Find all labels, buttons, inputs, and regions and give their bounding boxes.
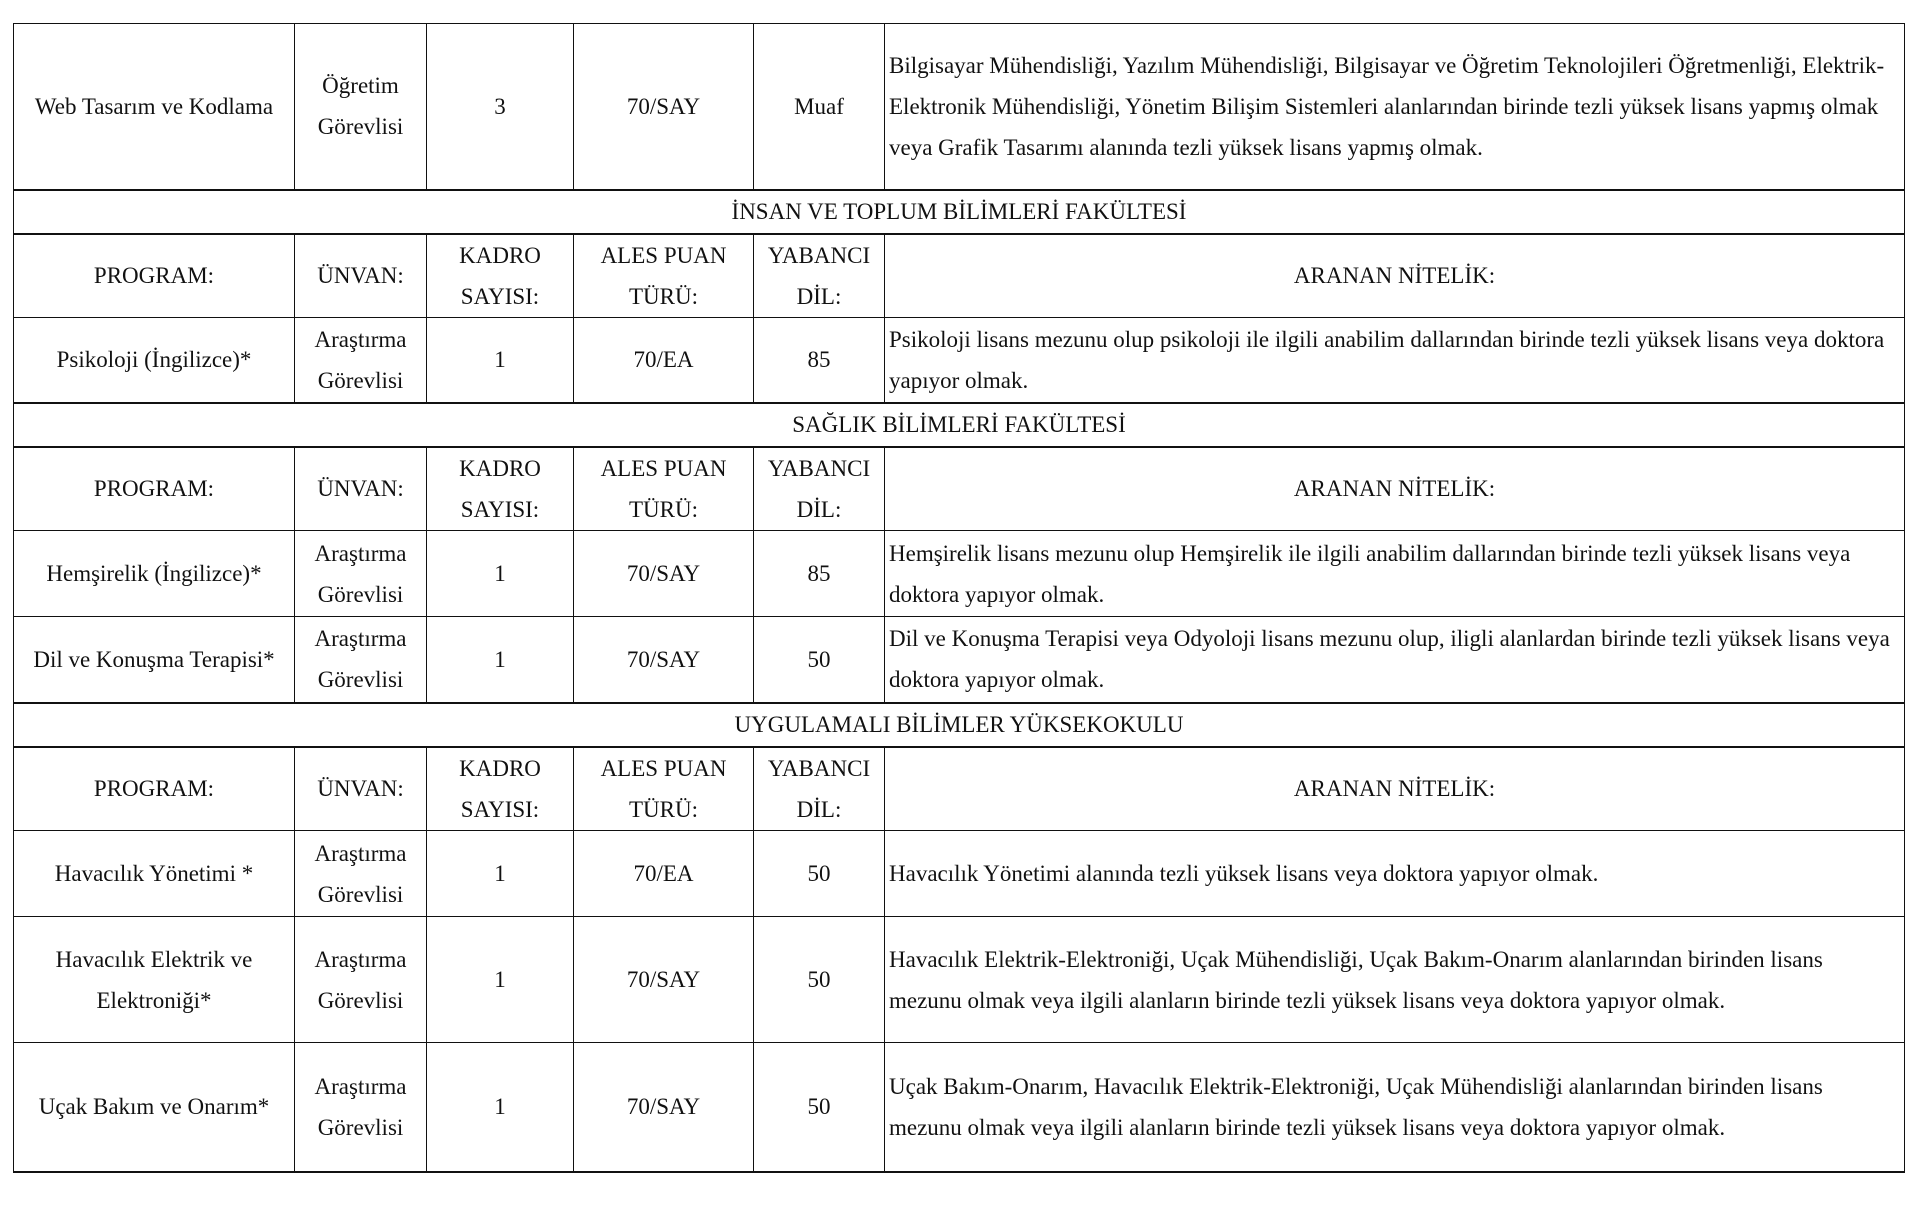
table-row [14, 917, 1905, 1043]
faculty-section-row [14, 403, 1905, 447]
cell-ales: 70/SAY [574, 1043, 754, 1172]
cell-unvan: Araştırma Görevlisi [295, 318, 427, 403]
cell-kadro: 1 [427, 318, 574, 403]
cell-dil: 85 [754, 318, 885, 403]
faculty-title: SAĞLIK BİLİMLERİ FAKÜLTESİ [14, 403, 1905, 447]
column-header-row [14, 447, 1905, 531]
cell-nitelik: Dil ve Konuşma Terapisi veya Odyoloji lisans mezunu olup, iligli alanlardan birinde tezli yüksek lisans veya doktora yapıyor olmak. [885, 617, 1905, 703]
cell-program: Dil ve Konuşma Terapisi* [14, 617, 295, 703]
cell-program: Web Tasarım ve Kodlama [14, 24, 295, 190]
column-header-ales: ALES PUAN TÜRÜ: [574, 447, 754, 531]
table-row [14, 318, 1905, 403]
cell-unvan: Araştırma Görevlisi [295, 617, 427, 703]
cell-ales: 70/EA [574, 831, 754, 917]
cell-ales: 70/SAY [574, 917, 754, 1043]
column-header-unvan: ÜNVAN: [295, 447, 427, 531]
table-row [14, 831, 1905, 917]
column-header-ales: ALES PUAN TÜRÜ: [574, 747, 754, 831]
cell-nitelik: Havacılık Yönetimi alanında tezli yüksek lisans veya doktora yapıyor olmak. [885, 831, 1905, 917]
cell-dil: Muaf [754, 24, 885, 190]
cell-nitelik: Uçak Bakım-Onarım, Havacılık Elektrik-Elektroniği, Uçak Mühendisliği alanlarından birinden lisans mezunu olmak veya ilgili alanların birinde tezli yüksek lisans veya doktora yapıyor olmak. [885, 1043, 1905, 1172]
column-header-program: PROGRAM: [14, 447, 295, 531]
cell-unvan: Araştırma Görevlisi [295, 831, 427, 917]
cell-kadro: 1 [427, 917, 574, 1043]
cell-ales: 70/SAY [574, 24, 754, 190]
cell-unvan: Araştırma Görevlisi [295, 1043, 427, 1172]
cell-program: Havacılık Elektrik ve Elektroniği* [14, 917, 295, 1043]
column-header-dil: YABANCI DİL: [754, 447, 885, 531]
column-header-program: PROGRAM: [14, 234, 295, 318]
table-row [14, 1043, 1905, 1172]
cell-kadro: 1 [427, 531, 574, 617]
cell-unvan: Öğretim Görevlisi [295, 24, 427, 190]
cell-kadro: 1 [427, 617, 574, 703]
faculty-title: İNSAN VE TOPLUM BİLİMLERİ FAKÜLTESİ [14, 190, 1905, 234]
column-header-kadro: KADRO SAYISI: [427, 747, 574, 831]
staff-positions-table [13, 23, 1905, 1173]
cell-program: Uçak Bakım ve Onarım* [14, 1043, 295, 1172]
table-row [14, 617, 1905, 703]
cell-kadro: 1 [427, 831, 574, 917]
cell-program: Psikoloji (İngilizce)* [14, 318, 295, 403]
cell-unvan: Araştırma Görevlisi [295, 917, 427, 1043]
cell-kadro: 1 [427, 1043, 574, 1172]
cell-ales: 70/EA [574, 318, 754, 403]
table-row [14, 531, 1905, 617]
cell-nitelik: Havacılık Elektrik-Elektroniği, Uçak Mühendisliği, Uçak Bakım-Onarım alanlarından birinden lisans mezunu olmak veya ilgili alanların birinde tezli yüksek lisans veya doktora yapıyor olmak. [885, 917, 1905, 1043]
cell-nitelik: Psikoloji lisans mezunu olup psikoloji ile ilgili anabilim dallarından birinde tezli yüksek lisans veya doktora yapıyor olmak. [885, 318, 1905, 403]
table-row [14, 24, 1905, 190]
cell-kadro: 3 [427, 24, 574, 190]
faculty-section-row [14, 190, 1905, 234]
cell-program: Hemşirelik (İngilizce)* [14, 531, 295, 617]
cell-dil: 50 [754, 831, 885, 917]
cell-dil: 85 [754, 531, 885, 617]
cell-nitelik: Hemşirelik lisans mezunu olup Hemşirelik ile ilgili anabilim dallarından birinde tezli yüksek lisans veya doktora yapıyor olmak. [885, 531, 1905, 617]
cell-program: Havacılık Yönetimi * [14, 831, 295, 917]
column-header-dil: YABANCI DİL: [754, 234, 885, 318]
column-header-nitelik: ARANAN NİTELİK: [885, 447, 1905, 531]
column-header-unvan: ÜNVAN: [295, 234, 427, 318]
cell-dil: 50 [754, 1043, 885, 1172]
faculty-section-row [14, 703, 1905, 747]
cell-ales: 70/SAY [574, 531, 754, 617]
cell-dil: 50 [754, 617, 885, 703]
column-header-unvan: ÜNVAN: [295, 747, 427, 831]
column-header-dil: YABANCI DİL: [754, 747, 885, 831]
column-header-nitelik: ARANAN NİTELİK: [885, 747, 1905, 831]
column-header-ales: ALES PUAN TÜRÜ: [574, 234, 754, 318]
column-header-kadro: KADRO SAYISI: [427, 447, 574, 531]
cell-nitelik: Bilgisayar Mühendisliği, Yazılım Mühendisliği, Bilgisayar ve Öğretim Teknolojileri Öğretmenliği, Elektrik-Elektronik Mühendisliği, Yönetim Bilişim Sistemleri alanlarından birinde tezli yüksek lisans yapmış olmak veya Grafik Tasarımı alanında tezli yüksek lisans yapmış olmak. [885, 24, 1905, 190]
column-header-row [14, 234, 1905, 318]
column-header-kadro: KADRO SAYISI: [427, 234, 574, 318]
column-header-program: PROGRAM: [14, 747, 295, 831]
column-header-row [14, 747, 1905, 831]
cell-ales: 70/SAY [574, 617, 754, 703]
column-header-nitelik: ARANAN NİTELİK: [885, 234, 1905, 318]
cell-dil: 50 [754, 917, 885, 1043]
faculty-title: UYGULAMALI BİLİMLER YÜKSEKOKULU [14, 703, 1905, 747]
cell-unvan: Araştırma Görevlisi [295, 531, 427, 617]
